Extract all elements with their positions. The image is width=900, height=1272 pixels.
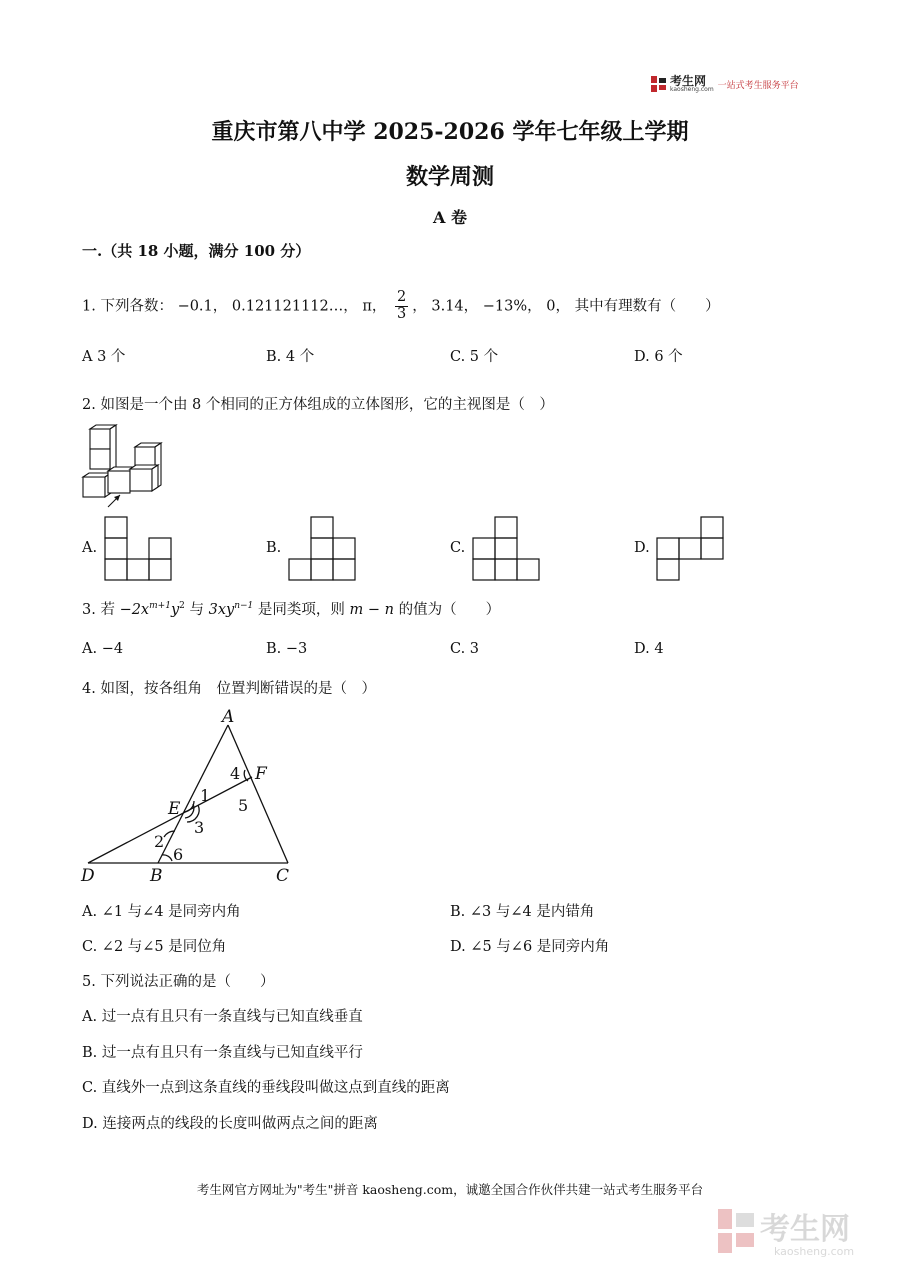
line-AB xyxy=(158,725,228,863)
q2-option-d[interactable]: D. xyxy=(634,540,650,556)
line-DF xyxy=(88,777,252,863)
label-C: C xyxy=(276,866,290,886)
q2-option-b-figure[interactable] xyxy=(288,516,358,582)
q1-num-5: 3.14， xyxy=(431,298,479,315)
logo-icon xyxy=(651,76,667,92)
q5-option-a[interactable]: A. 过一点有且只有一条直线与已知直线垂直 xyxy=(82,1009,363,1025)
q1-num-6: −13%， xyxy=(482,298,542,315)
q3-mid2: 是同类项，则 xyxy=(257,602,345,618)
question-1 xyxy=(82,290,720,323)
angle-2: 2 xyxy=(154,832,165,851)
watermark-icon xyxy=(716,1205,876,1260)
q1-num-4: ， xyxy=(412,298,427,315)
label-F: F xyxy=(255,764,267,784)
watermark-domain: kaosheng.com xyxy=(774,1245,855,1258)
q3-suffix: 的值为（ ） xyxy=(398,602,501,618)
q4-option-c[interactable]: C. ∠2 与∠5 是同位角 xyxy=(82,939,227,955)
q4-option-a[interactable]: A. ∠1 与∠4 是同旁内角 xyxy=(82,904,241,920)
q3-option-b[interactable]: B. −3 xyxy=(266,641,308,657)
cube-figure xyxy=(78,425,168,510)
q2-option-a[interactable]: A. xyxy=(82,540,98,556)
logo-name: 考生网 xyxy=(670,74,707,88)
line-AC xyxy=(228,725,288,863)
label-B: B xyxy=(150,866,163,886)
label-A: A xyxy=(222,707,235,727)
triangle-figure xyxy=(80,705,310,885)
q1-num-1: −0.1， xyxy=(177,298,228,315)
q1-num-2: 0.121121112…， xyxy=(231,298,358,315)
question-3 xyxy=(82,598,500,619)
question-5: 5. 下列说法正确的是（ ） xyxy=(82,974,275,990)
header-logo xyxy=(651,73,821,95)
watermark-logo xyxy=(716,1205,876,1260)
page-title: 重庆市第八中学 2025-2026 学年七年级上学期 xyxy=(211,119,689,145)
q5-option-d[interactable]: D. 连接两点的线段的长度叫做两点之间的距离 xyxy=(82,1116,378,1132)
q4-option-d[interactable]: D. ∠5 与∠6 是同旁内角 xyxy=(450,939,610,955)
q1-num-7: 0， xyxy=(546,298,570,315)
angle-3: 3 xyxy=(194,818,205,837)
q2-option-a-figure[interactable] xyxy=(104,516,174,582)
q3-option-a[interactable]: A. −4 xyxy=(82,641,124,657)
q1-prefix: 1. 下列各数： xyxy=(82,298,173,315)
question-4: 4. 如图，按各组角 位置判断错误的是（ ） xyxy=(82,681,376,697)
angle-1: 1 xyxy=(200,786,211,805)
page-footer: 考生网官方网址为"考生"拼音 kaosheng.com，诚邀全国合作伙伴共建一站式考生服务平台 xyxy=(196,1182,704,1197)
label-D: D xyxy=(81,866,95,886)
section-heading: 一.（共 18 小题，满分 100 分） xyxy=(82,242,311,260)
q2-option-c-figure[interactable] xyxy=(472,516,542,582)
q3-expr: m − n xyxy=(349,602,394,618)
q5-option-c[interactable]: C. 直线外一点到这条直线的垂线段叫做这点到直线的距离 xyxy=(82,1080,450,1096)
logo-slogan: 一站式考生服务平台 xyxy=(717,80,799,91)
q2-option-c[interactable]: C. xyxy=(450,540,466,556)
q4-option-b[interactable]: B. ∠3 与∠4 是内错角 xyxy=(450,904,595,920)
watermark-name: 考生网 xyxy=(760,1212,850,1247)
page-subtitle: 数学周测 xyxy=(405,164,494,190)
q5-option-b[interactable]: B. 过一点有且只有一条直线与已知直线平行 xyxy=(82,1045,363,1061)
q1-option-d[interactable]: D. 6 个 xyxy=(634,349,683,365)
angle-4: 4 xyxy=(230,764,241,783)
volume-label: A 卷 xyxy=(433,208,467,227)
q1-fraction xyxy=(395,290,408,323)
q1-option-c[interactable]: C. 5 个 xyxy=(450,349,499,365)
q3-option-c[interactable]: C. 3 xyxy=(450,641,480,657)
q1-option-b[interactable]: B. 4 个 xyxy=(266,349,315,365)
angle-6: 6 xyxy=(173,845,184,864)
angle-5: 5 xyxy=(238,796,249,815)
q1-frac-den: 3 xyxy=(397,305,407,322)
question-2: 2. 如图是一个由 8 个相同的正方体组成的立体图形，它的主视图是（ ） xyxy=(82,397,554,413)
q3-prefix: 3. 若 xyxy=(82,602,115,618)
q1-num-3: π， xyxy=(362,298,387,315)
q3-term2: $3xy^{n-1}$ xyxy=(208,601,254,618)
label-E: E xyxy=(168,799,181,819)
q3-mid: 与 xyxy=(189,602,204,618)
q3-option-d[interactable]: D. 4 xyxy=(634,641,664,657)
q1-option-a[interactable]: A 3 个 xyxy=(82,349,126,365)
q3-term1: $-2x^{m+1}y^2$ xyxy=(119,601,185,618)
q1-frac-num: 2 xyxy=(397,289,407,305)
q2-option-d-figure[interactable] xyxy=(656,516,726,582)
q2-option-b[interactable]: B. xyxy=(266,540,282,556)
q1-suffix: 其中有理数有（ ） xyxy=(574,298,720,315)
logo-domain: kaosheng.com xyxy=(670,86,714,93)
